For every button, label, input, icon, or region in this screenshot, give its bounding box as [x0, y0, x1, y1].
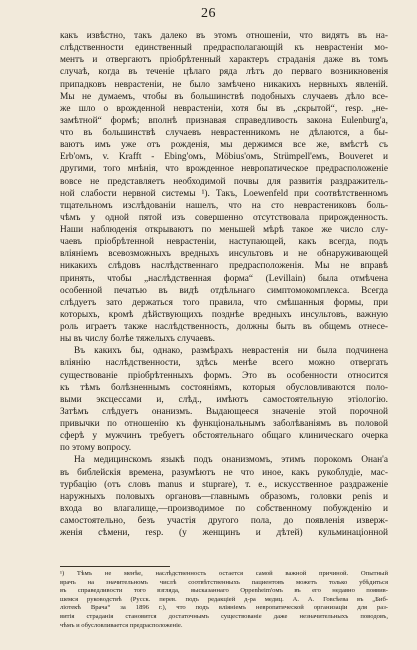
main-text	[60, 30, 388, 539]
text-line: припадковъ неврастеніи, не было замѣчено никакихъ нервныхъ явленій.	[60, 79, 388, 90]
text-line: никакихъ слѣдовъ наслѣдственнаго предрасположенія. Мы не вправѣ	[60, 261, 388, 272]
text-line: къ тѣмъ болѣзненнымъ состояніямъ, которыя обусловливаются поло-	[60, 382, 388, 393]
text-line: особенной печатью въ видѣ отдѣльнаго симптомокомплекса. Всегда	[60, 285, 388, 296]
text-line: въ библейскія времена, разумѣютъ не что иное, какъ рукоблудіе, мас-	[60, 467, 388, 478]
footnote-line: врачъ на значительномъ числѣ соотвѣтственныхъ пациентовъ можетъ только убѣдиться	[60, 578, 388, 586]
text-line: наружныхъ половыхъ органовъ—главнымъ образомъ, головки penis и	[60, 491, 388, 502]
text-line: ной слабости нервной системы ¹). Такъ, Loewenfeld при соотвѣтственномъ	[60, 188, 388, 199]
text-line: Наши наблюденія открываютъ по меньшей мѣрѣ такое же число слу-	[60, 225, 388, 235]
footnote	[60, 570, 388, 630]
text-line: чаевъ пріобрѣтенной неврастеніи, наступающей, какъ всегда, подъ	[60, 237, 388, 248]
footnote-line: шемся руководствѣ (Русск. перев. подъ редакціей д-ра медиц. А. А. Говсѣева въ „Биб-	[60, 595, 388, 603]
text-line: самостоятельно, безъ участія другого пола, до появленія изверж-	[60, 516, 388, 526]
text-line: замѣтной“ формѣ; вполнѣ признавая справедливость закона Eulenburg'а,	[60, 115, 388, 126]
text-line: На медицинскомъ языкѣ подъ онанизмомъ, этимъ порокомъ Онан'а	[74, 455, 388, 466]
text-line: вовсе не представляетъ необходимой почвы для развитія раздражитель-	[60, 176, 388, 187]
text-line: ны въ числу болѣе тяжелыхъ случаевъ.	[60, 334, 215, 345]
footnote-line: ліотекѣ Врача“ за 1896 г.), что подъ вліяніемъ невропатической организаціи для раз-	[60, 604, 388, 612]
text-line: чѣмъ у одной пятой изъ совершенно отсутствовала прирожденность.	[60, 212, 388, 223]
text-line: ментъ и отвергаютъ пріобрѣтенный характеръ страданія даже въ томъ	[60, 55, 388, 66]
footnote-divider	[60, 566, 170, 567]
text-line: входа во влагалище,—производимое по собственному побужденію и	[60, 503, 388, 514]
text-line: существованіе пріобрѣтенныхъ формъ. Это въ особенности относится	[60, 370, 388, 381]
text-line: роль играетъ также наслѣдственность, должны быть въ общемъ отнесе-	[60, 322, 388, 332]
text-line: Мы не думаемъ, чтобы въ большинствѣ подобныхъ случаевъ дѣло все-	[60, 91, 388, 102]
text-line: какъ извѣстно, такъ далеко въ этомъ отношеніи, что видятъ въ на-	[60, 31, 388, 41]
footnote-line: ¹) Тѣмъ не менѣе, наслѣдственность остается самой важной причиной. Опытный	[60, 570, 388, 577]
footnote-line: въ справедливости того взгляда, высказаннаго Oppenheim'омъ въ его недавно появив-	[60, 587, 388, 595]
footnote-line: чѣмъ и обусловливается предрасположеніе.	[60, 621, 183, 629]
text-line: вліяніемъ всевозможныхъ вредныхъ инсультовъ и не обнаруживающей	[60, 249, 388, 260]
text-line: турбацію (отъ словъ manus и stuprare), т. е., искусственное раздраженіе	[60, 479, 388, 490]
text-line: которыхъ, кромѣ дѣйствующихъ позднѣе вредныхъ инсультовъ, важную	[60, 309, 388, 320]
text-line: Въ какихъ бы, однако, размѣрахъ неврастенія ни была подчинена	[74, 346, 388, 357]
text-line: Erb'омъ, v. Krafft - Ebing'омъ, Möbius'омъ, Strümpell'емъ, Bouveret и	[60, 152, 388, 163]
text-line: же шло о врожденной неврастеніи, хотя бы въ „скрытой“, resp. „не-	[60, 103, 388, 114]
text-line: случаѣ, когда въ теченіе цѣлаго ряда лѣтъ до перваго возникновенія	[60, 67, 388, 78]
text-line: привычки по отношенію къ функціональнымъ заболѣваніямъ въ половой	[60, 419, 388, 429]
text-line: по этому вопросу.	[60, 443, 132, 454]
text-line: что въ большинствѣ случаевъ неврастенникомъ не дѣлаются, а бы-	[60, 128, 388, 138]
text-line: другими, того мнѣнія, что врожденное невропатическое предрасположеніе	[60, 164, 388, 175]
text-line: принять, чтобы „наслѣдственная форма“ (Levillain) была отмѣчена	[60, 273, 388, 284]
text-line: вліянію наслѣдственности, здѣсь менѣе всего можно отвергать	[60, 358, 388, 369]
text-line: ваютъ имъ уже отъ рожденія, мы держимся все же, вмѣстѣ съ	[60, 140, 388, 151]
text-line: Затѣмъ слѣдуетъ онанизмъ. Выдающееся значеніе этой порочной	[60, 406, 388, 417]
footnote-line: витія страданія становится достаточнымъ существованіе даже незначительныхъ поводовъ,	[60, 612, 388, 620]
page-number: 26	[201, 6, 216, 21]
text-line: слѣдственности единственный предрасполагающій къ неврастеніи мо-	[60, 43, 388, 54]
text-line: сферѣ у мужчинъ требуетъ обстоятельнаго общаго клиническаго очерка	[60, 431, 388, 442]
text-line: слѣдуетъ зато держаться того правила, что смѣшанныя формы, при	[60, 297, 388, 308]
text-line: женія сѣмени, resp. (у женщинъ и дѣтей) кульминаціонной	[60, 528, 388, 539]
text-line: выми эксцессами и, слѣд., имѣютъ самостоятельную этіологію.	[60, 394, 388, 405]
text-line: тщательномъ изслѣдованіи нашелъ, что на сто неврастениковъ боль-	[60, 200, 388, 211]
